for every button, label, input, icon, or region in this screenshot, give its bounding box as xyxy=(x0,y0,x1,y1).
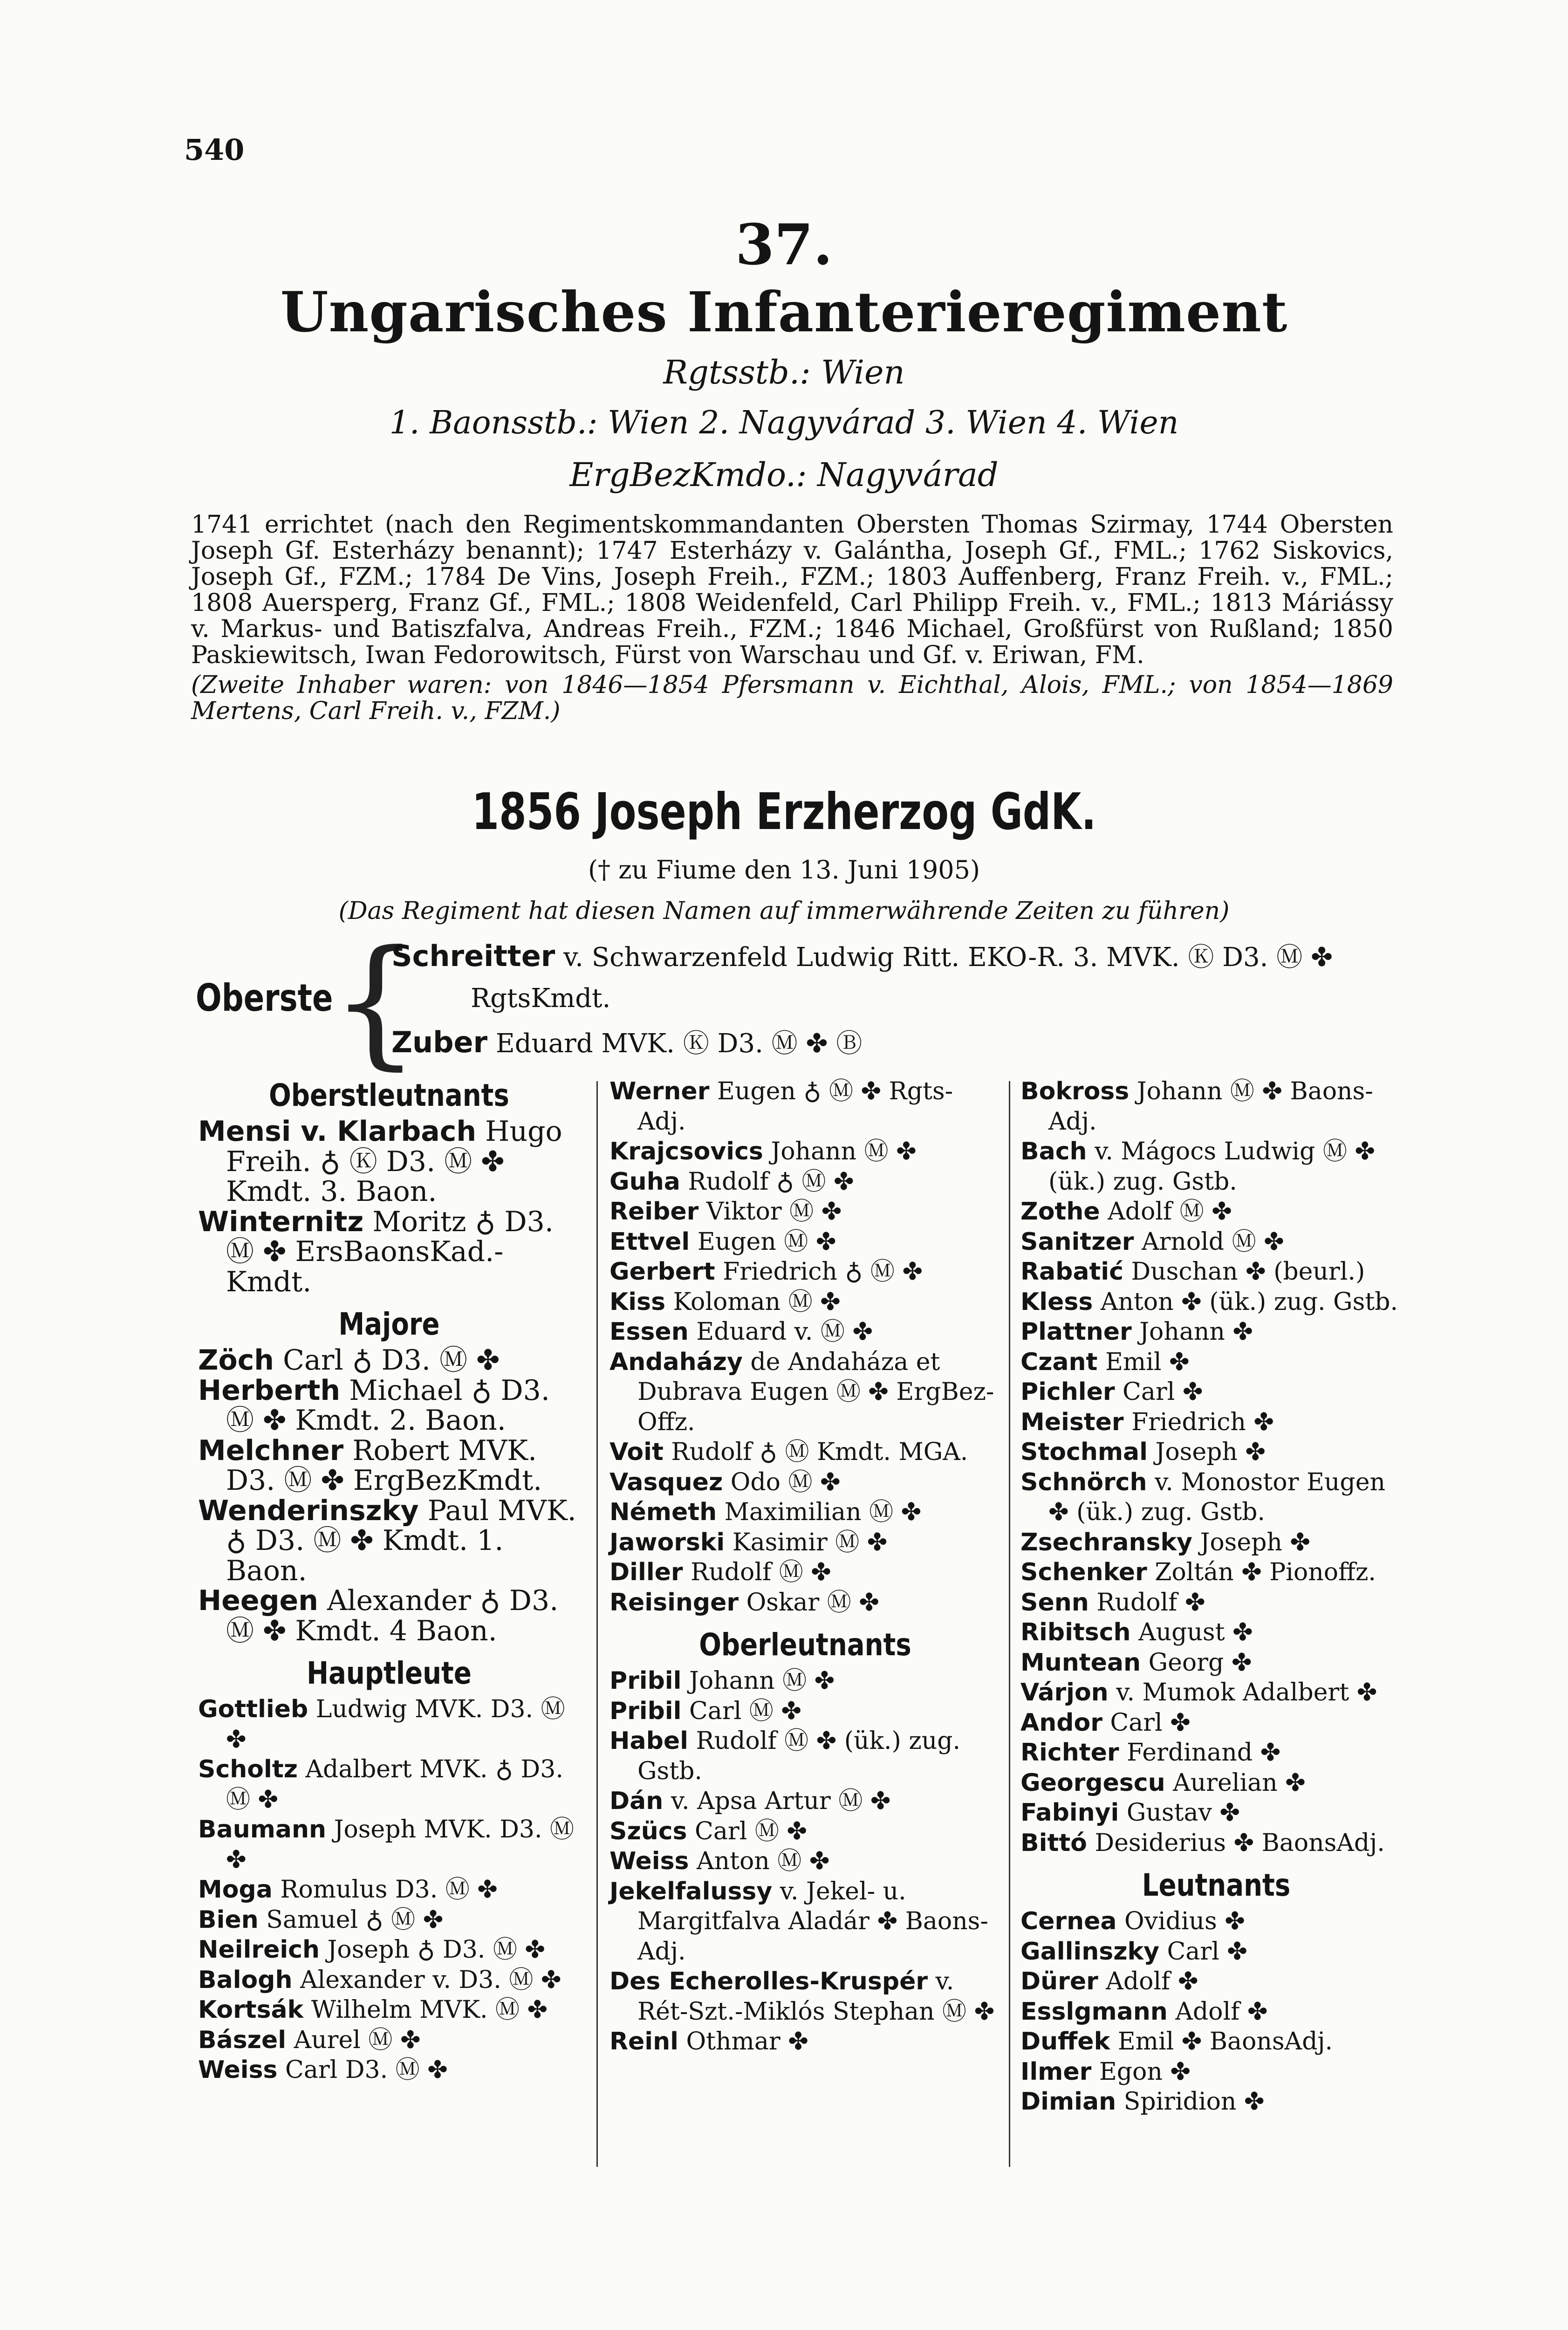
officer-entry xyxy=(609,1696,1001,1727)
officer-entry xyxy=(1020,1227,1412,1257)
officer-details: Michael ♁ D3. Ⓜ ✤ Kmdt. 2. Baon. xyxy=(226,1374,550,1437)
officer-surname: Szücs xyxy=(609,1817,687,1845)
officer-details: Duschan ✤ (beurl.) xyxy=(1131,1258,1365,1286)
officer-surname: Habel xyxy=(609,1727,688,1755)
history-text: 1741 errichtet (nach den Regimentskommandanten Obersten Thomas Szirmay, 1744 Obersten Joseph Gf. Esterházy benannt); 1747 Esterházy v. Galántha, Joseph Gf., FML.; 1762 Siskovics, Joseph Gf., FZM.; 1784 De Vins, Joseph Freih., FZM.; 1803 Auffenberg, Franz Freih. v., FML.; 1808 Auersperg, Franz Gf., FML.; 1808 Weidenfeld, Carl Philipp Freih. v., FML.; 1813 Máriássy v. Markus- und Batiszfalva, Andreas Freih., FZM.; 1846 Michael, Großfürst von Rußland; 1850 Paskiewitsch, Iwan Fedorowitsch, Fürst von Warschau und Gf. v. Eriwan, FM. xyxy=(191,511,1393,669)
officer-surname: Rabatić xyxy=(1020,1258,1123,1286)
rank-heading: Oberstleutnants xyxy=(269,1077,509,1113)
officer-details: Moritz ♁ D3. Ⓜ ✤ ErsBaonsKad.-Kmdt. xyxy=(226,1205,554,1298)
officer-details: Hugo Freih. ♁ Ⓚ D3. Ⓜ ✤ Kmdt. 3. Baon. xyxy=(226,1115,562,1208)
officer-details: Johann Ⓜ ✤ xyxy=(771,1138,917,1165)
officer-entry xyxy=(609,1287,1001,1317)
officer-details: Zoltán ✤ Pionoffz. xyxy=(1155,1558,1376,1586)
officer-surname: Mensi v. Klarbach xyxy=(198,1115,477,1148)
officer-details: v. Jekel- u. Margitfalva Aladár ✤ Baons-Adj. xyxy=(637,1877,988,1966)
officer-details: Carl ✤ xyxy=(1110,1708,1191,1737)
officer-details: Odo Ⓜ ✤ xyxy=(730,1468,841,1496)
officer-details: Gustav ✤ xyxy=(1126,1799,1240,1827)
officer-entry xyxy=(609,1877,1001,1967)
officer-entry xyxy=(1020,1588,1412,1618)
officer-entry xyxy=(198,1436,580,1496)
officer-surname: Zsechransky xyxy=(1020,1528,1192,1556)
officer-surname: Balogh xyxy=(198,1966,293,1994)
column-divider xyxy=(1009,1081,1010,2167)
officer-surname: Schenker xyxy=(1020,1558,1147,1586)
officer-surname: Pribil xyxy=(609,1667,682,1695)
officer-surname: Zöch xyxy=(198,1344,274,1377)
officer-details: Joseph ♁ D3. Ⓜ ✤ xyxy=(327,1936,545,1964)
officer-details: Emil ✤ xyxy=(1105,1348,1190,1376)
officer-entry xyxy=(1020,1467,1412,1528)
officer-surname: Andaházy xyxy=(609,1348,743,1376)
officer-entry xyxy=(609,1227,1001,1257)
officer-details: Carl ✤ xyxy=(1123,1378,1203,1406)
officer-details: August ✤ xyxy=(1138,1618,1253,1646)
officer-details: Alexander v. D3. Ⓜ ✤ xyxy=(300,1966,561,1994)
officer-entry xyxy=(198,2055,580,2085)
officer-entry xyxy=(609,1197,1001,1227)
oberst-entry: Zuber Eduard MVK. Ⓚ D3. Ⓜ ✤ Ⓑ xyxy=(391,1025,863,1059)
ergbezkmdo-line: ErgBezKmdo.: Nagyvárad xyxy=(569,456,999,494)
officer-entry xyxy=(1020,1798,1412,1828)
officer-surname: Krajcsovics xyxy=(609,1138,763,1165)
officer-entry xyxy=(1020,2057,1412,2087)
officer-entry xyxy=(198,1117,580,1207)
column-1 xyxy=(198,1076,580,2085)
officer-entry xyxy=(609,1347,1001,1438)
regiment-number: 37. xyxy=(735,212,833,278)
officer-surname: Ribitsch xyxy=(1020,1618,1131,1646)
officer-entry xyxy=(1020,1617,1412,1648)
officer-surname: Reiber xyxy=(609,1198,699,1226)
officer-surname: Meister xyxy=(1020,1408,1124,1436)
officer-entry xyxy=(198,1965,580,1995)
officer-details: v. Monostor Eugen ✤ (ük.) zug. Gstb. xyxy=(1048,1468,1385,1526)
rank-heading: Hauptleute xyxy=(307,1655,472,1691)
officer-details: Wilhelm MVK. Ⓜ ✤ xyxy=(311,1996,548,2024)
officer-details: Arnold Ⓜ ✤ xyxy=(1141,1227,1284,1256)
officer-details: Kasimir Ⓜ ✤ xyxy=(732,1528,888,1556)
officer-details: Paul MVK. ♁ D3. Ⓜ ✤ Kmdt. 1. Baon. xyxy=(226,1494,576,1587)
officer-entry xyxy=(609,1497,1001,1528)
officer-surname: Bien xyxy=(198,1905,259,1934)
officer-details: Alexander ♁ D3. Ⓜ ✤ Kmdt. 4 Baon. xyxy=(226,1584,559,1647)
officer-details: Eugen ♁ Ⓜ ✤ Rgts-Adj. xyxy=(637,1077,953,1136)
officer-entry xyxy=(609,1816,1001,1847)
officer-surname: Ilmer xyxy=(1020,2057,1092,2086)
officer-surname: Stochmal xyxy=(1020,1438,1148,1466)
officer-surname: Weiss xyxy=(198,2056,278,2084)
officer-surname: Pribil xyxy=(609,1697,682,1725)
officer-surname: Sanitzer xyxy=(1020,1227,1134,1256)
history-block xyxy=(191,512,1393,724)
officer-details: Rudolf Ⓜ ✤ xyxy=(691,1558,831,1586)
page-number: 540 xyxy=(184,133,245,167)
officer-details: Rudolf ♁ Ⓜ ✤ xyxy=(688,1167,854,1196)
officer-details: Anton ✤ (ük.) zug. Gstb. xyxy=(1100,1288,1398,1316)
officer-entry xyxy=(1020,1738,1412,1768)
officer-surname: Kiss xyxy=(609,1288,666,1316)
officer-surname: Fabinyi xyxy=(1020,1799,1119,1827)
officer-entry xyxy=(1020,1197,1412,1227)
officer-details: Joseph MVK. D3. Ⓜ ✤ xyxy=(226,1816,575,1874)
officer-entry xyxy=(1020,1317,1412,1347)
officer-details: Johann Ⓜ ✤ xyxy=(689,1667,835,1695)
officer-entry xyxy=(1020,1437,1412,1467)
officer-details: Romulus D3. Ⓜ ✤ xyxy=(280,1876,498,1904)
officer-details: Georg ✤ xyxy=(1148,1648,1252,1677)
officer-details: Carl Ⓜ ✤ xyxy=(689,1697,801,1725)
officer-surname: Guha xyxy=(609,1167,680,1196)
officer-entry xyxy=(1020,1828,1412,1858)
officer-surname: Scholtz xyxy=(198,1755,298,1783)
officer-surname: Pichler xyxy=(1020,1378,1115,1406)
officer-surname: Jekelfalussy xyxy=(609,1877,773,1905)
officer-surname: Gottlieb xyxy=(198,1695,308,1723)
officer-details: de Andaháza et Dubrava Eugen Ⓜ ✤ ErgBez-Offz. xyxy=(637,1348,994,1436)
officer-details: Joseph ✤ xyxy=(1155,1438,1266,1466)
officer-entry xyxy=(198,1694,580,1754)
officer-surname: Kless xyxy=(1020,1288,1093,1316)
officer-details: Carl D3. Ⓜ ✤ xyxy=(285,2056,448,2084)
officer-details: Carl ♁ D3. Ⓜ ✤ xyxy=(283,1344,500,1377)
officer-details: Desiderius ✤ BaonsAdj. xyxy=(1095,1829,1385,1857)
officer-surname: Dán xyxy=(609,1787,664,1815)
officer-entry xyxy=(198,1754,580,1815)
rgtsstb-line: Rgtsstb.: Wien xyxy=(663,353,905,391)
officer-surname: Senn xyxy=(1020,1588,1089,1617)
officer-entry xyxy=(609,1257,1001,1287)
column-3 xyxy=(1020,1076,1412,2117)
officer-entry xyxy=(198,2025,580,2056)
name-note: (Das Regiment hat diesen Namen auf immerwährende Zeiten zu führen) xyxy=(338,897,1230,925)
officer-details: Adolf ✤ xyxy=(1175,1997,1268,2026)
officer-details: Johann ✤ xyxy=(1139,1318,1253,1346)
officer-details: Othmar ✤ xyxy=(686,2028,808,2056)
officer-surname: Zothe xyxy=(1020,1198,1100,1226)
officer-entry xyxy=(198,1995,580,2025)
officer-entry xyxy=(1020,1708,1412,1738)
officer-entry xyxy=(198,1935,580,1965)
officer-entry xyxy=(1020,1967,1412,1997)
oberst-entry: Schreitter v. Schwarzenfeld Ludwig Ritt. EKO-R. 3. MVK. Ⓚ D3. Ⓜ ✤ xyxy=(391,939,1333,973)
page-title: Ungarisches Infanterieregiment xyxy=(280,280,1288,344)
officer-entry xyxy=(609,1528,1001,1558)
officer-entry xyxy=(1020,1347,1412,1377)
officer-surname: Bittó xyxy=(1020,1829,1087,1857)
officer-details: Maximilian Ⓜ ✤ xyxy=(724,1498,922,1526)
officer-details: Aurel Ⓜ ✤ xyxy=(294,2026,421,2054)
baonsstb-line: 1. Baonsstb.: Wien 2. Nagyvárad 3. Wien 4. Wien xyxy=(389,404,1179,441)
officer-entry xyxy=(1020,1678,1412,1708)
officer-details: Ferdinand ✤ xyxy=(1127,1739,1281,1767)
officer-surname: Werner xyxy=(609,1077,710,1105)
officer-surname: Heegen xyxy=(198,1584,318,1617)
officer-entry xyxy=(1020,1557,1412,1588)
officer-entry xyxy=(609,1846,1001,1877)
officer-surname: Kortsák xyxy=(198,1996,304,2024)
officer-surname: Bach xyxy=(1020,1138,1087,1165)
officer-details: Oskar Ⓜ ✤ xyxy=(746,1588,879,1617)
officer-surname: Gerbert xyxy=(609,1258,715,1286)
officer-entry xyxy=(609,1137,1001,1167)
officer-details: v. Rét-Szt.-Miklós Stephan Ⓜ ✤ xyxy=(637,1967,995,2026)
officer-entry xyxy=(609,2027,1001,2057)
zweite-inhaber-text: (Zweite Inhaber waren: von 1846—1854 Pfersmann v. Eichthal, Alois, FML.; von 1854—1869 Mertens, Carl Freih. v., FZM.) xyxy=(191,671,1393,725)
inhaber-death-note: († zu Fiume den 13. Juni 1905) xyxy=(588,855,980,884)
officer-entry xyxy=(1020,2027,1412,2057)
rank-heading: Majore xyxy=(338,1306,440,1342)
oberste-label: Oberste xyxy=(196,976,333,1020)
officer-details: Carl Ⓜ ✤ xyxy=(695,1817,807,1845)
officer-entry xyxy=(609,1666,1001,1696)
officer-details: Rudolf ♁ Ⓜ Kmdt. MGA. xyxy=(671,1438,968,1466)
officer-surname: Diller xyxy=(609,1558,683,1586)
officer-details: Koloman Ⓜ ✤ xyxy=(673,1288,841,1316)
officer-details: Robert MVK. D3. Ⓜ ✤ ErgBezKmdt. xyxy=(226,1434,542,1497)
officer-surname: Weiss xyxy=(609,1847,689,1875)
rank-heading: Leutnants xyxy=(1142,1867,1291,1903)
officer-surname: Bokross xyxy=(1020,1077,1130,1105)
officer-entry xyxy=(198,1875,580,1905)
officer-surname: Moga xyxy=(198,1876,273,1904)
officer-surname: Schnörch xyxy=(1020,1468,1147,1496)
officer-entry xyxy=(1020,1407,1412,1438)
officer-details: v. Mumok Adalbert ✤ xyxy=(1116,1679,1377,1706)
officer-entry xyxy=(1020,1377,1412,1407)
officer-surname: Dürer xyxy=(1020,1967,1098,1995)
officer-surname: Reinl xyxy=(609,2028,678,2056)
officer-entry xyxy=(609,1467,1001,1498)
officer-entry xyxy=(198,1207,580,1297)
officer-entry xyxy=(1020,1257,1412,1287)
officer-entry xyxy=(198,1496,580,1586)
officer-surname: Ettvel xyxy=(609,1227,690,1256)
officer-details: Eugen Ⓜ ✤ xyxy=(697,1227,836,1256)
officer-entry xyxy=(609,1588,1001,1618)
officer-entry xyxy=(1020,1648,1412,1678)
officer-surname: Reisinger xyxy=(609,1588,739,1617)
officer-surname: Gallinszky xyxy=(1020,1937,1159,1966)
officer-details: Adolf Ⓜ ✤ xyxy=(1108,1198,1232,1226)
officer-entry xyxy=(198,1345,580,1376)
officer-details: v. Apsa Artur Ⓜ ✤ xyxy=(671,1787,891,1815)
officer-details: Viktor Ⓜ ✤ xyxy=(706,1198,842,1226)
officer-details: Eduard v. Ⓜ ✤ xyxy=(696,1318,873,1346)
officer-entry xyxy=(1020,1287,1412,1317)
officer-entry xyxy=(1020,1906,1412,1937)
officer-details: Carl ✤ xyxy=(1167,1937,1247,1966)
officer-entry xyxy=(609,1167,1001,1197)
officer-entry xyxy=(609,1967,1001,2027)
officer-surname: Cernea xyxy=(1020,1907,1117,1935)
officer-details: Adolf ✤ xyxy=(1106,1967,1198,1995)
oberst-entry: RgtsKmdt. xyxy=(471,983,611,1014)
officer-details: Emil ✤ BaonsAdj. xyxy=(1117,2028,1333,2056)
officer-entry xyxy=(1020,1937,1412,1967)
officer-entry xyxy=(1020,1768,1412,1798)
officer-details: Anton Ⓜ ✤ xyxy=(697,1847,830,1875)
officer-details: Friedrich ✤ xyxy=(1131,1408,1274,1436)
officer-details: Ovidius ✤ xyxy=(1124,1907,1245,1935)
officer-details: Ludwig MVK. D3. Ⓜ ✤ xyxy=(226,1695,565,1754)
column-divider xyxy=(596,1081,598,2167)
officer-entry xyxy=(1020,1137,1412,1197)
officer-entry xyxy=(198,1905,580,1935)
brace-symbol: { xyxy=(331,920,420,1083)
officer-surname: Plattner xyxy=(1020,1318,1132,1346)
officer-surname: Duffek xyxy=(1020,2028,1110,2056)
rank-heading: Oberleutnants xyxy=(699,1627,911,1663)
officer-surname: Bászel xyxy=(198,2026,287,2054)
officer-details: Spiridion ✤ xyxy=(1123,2088,1265,2116)
officer-surname: Muntean xyxy=(1020,1648,1141,1677)
officer-entry xyxy=(1020,2087,1412,2117)
officer-surname: Winternitz xyxy=(198,1205,364,1238)
officer-surname: Baumann xyxy=(198,1816,327,1843)
officer-details: v. Mágocs Ludwig Ⓜ ✤ (ük.) zug. Gstb. xyxy=(1048,1138,1375,1196)
inhaber-heading: 1856 Joseph Erzherzog GdK. xyxy=(472,783,1096,841)
officer-entry xyxy=(1020,1076,1412,1137)
officer-details: Samuel ♁ Ⓜ ✤ xyxy=(266,1905,444,1934)
officer-surname: Wenderinszky xyxy=(198,1494,419,1527)
column-2 xyxy=(609,1076,1001,2057)
officer-entry xyxy=(609,1786,1001,1816)
officer-details: Rudolf ✤ xyxy=(1096,1588,1205,1617)
officer-details: Rudolf Ⓜ ✤ (ük.) zug. Gstb. xyxy=(637,1727,961,1785)
officer-entry xyxy=(609,1317,1001,1347)
officer-surname: Dimian xyxy=(1020,2088,1116,2116)
officer-details: Egon ✤ xyxy=(1099,2057,1191,2086)
officer-surname: Georgescu xyxy=(1020,1768,1165,1797)
officer-surname: Várjon xyxy=(1020,1679,1109,1706)
officer-surname: Andor xyxy=(1020,1708,1102,1737)
officer-surname: Czant xyxy=(1020,1348,1098,1376)
officer-surname: Jaworski xyxy=(609,1528,725,1556)
officer-entry xyxy=(609,1437,1001,1467)
officer-entry xyxy=(609,1726,1001,1786)
officer-surname: Neilreich xyxy=(198,1936,320,1964)
officer-details: Aurelian ✤ xyxy=(1173,1768,1306,1797)
officer-surname: Németh xyxy=(609,1498,717,1526)
officer-details: Joseph ✤ xyxy=(1200,1528,1310,1556)
officer-surname: Richter xyxy=(1020,1739,1119,1767)
officer-surname: Melchner xyxy=(198,1434,344,1467)
officer-surname: Des Echerolles-Kruspér xyxy=(609,1967,928,1995)
officer-surname: Herberth xyxy=(198,1374,341,1407)
officer-details: Adalbert MVK. ♁ D3. Ⓜ ✤ xyxy=(226,1755,563,1814)
officer-entry xyxy=(609,1557,1001,1588)
officer-entry xyxy=(609,1076,1001,1137)
officer-entry xyxy=(198,1586,580,1646)
officer-surname: Essen xyxy=(609,1318,689,1346)
officer-surname: Voit xyxy=(609,1438,664,1466)
officer-entry xyxy=(198,1815,580,1875)
officer-surname: Vasquez xyxy=(609,1468,723,1496)
officer-entry xyxy=(1020,1528,1412,1558)
officer-entry xyxy=(1020,1997,1412,2027)
officer-details: Friedrich ♁ Ⓜ ✤ xyxy=(723,1258,923,1286)
officer-details: Johann Ⓜ ✤ Baons-Adj. xyxy=(1048,1077,1373,1136)
officer-entry xyxy=(198,1376,580,1436)
officer-surname: Esslgmann xyxy=(1020,1997,1168,2026)
